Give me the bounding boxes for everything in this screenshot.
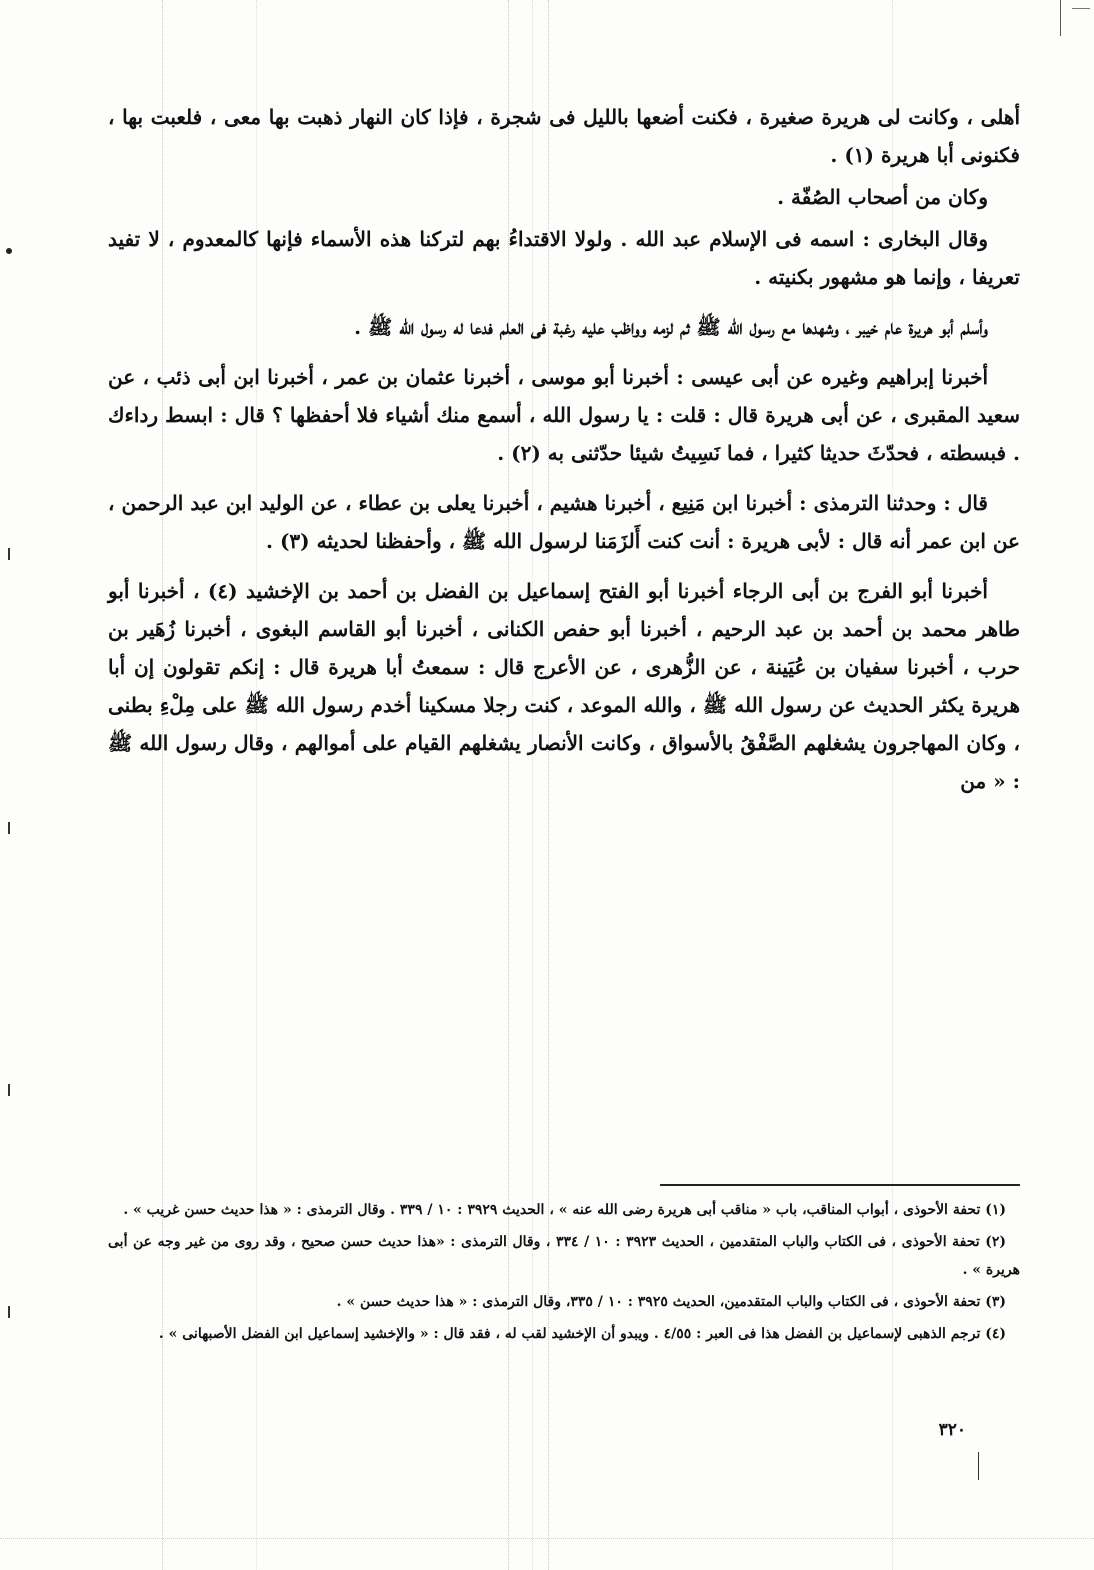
scan-corner-mark [1060,0,1061,36]
scan-speck [6,248,12,254]
footnote-separator [660,1184,1020,1186]
paragraph: أخبرنا أبو الفرج بن أبى الرجاء أخبرنا أبو الفتح إسماعيل بن الفضل بن أحمد بن الإخشيد (٤) ، أخبرنا أبو طاهر محمد بن أحمد بن عبد الرحيم ، أخبرنا أبو حفص الكنانى ، أخبرنا أبو القاسم البغوى ، أخبرنا زُهَير بن حرب ، أخبرنا سفيان بن عُيَينة ، عن الزُّهرى ، عن الأعرج قال : سمعتُ أبا هريرة قال : إنكم تقولون إن أبا هريرة يكثر الحديث عن رسول الله ﷺ ، والله الموعد ، كنت رجلا مسكينا أخدم رسول الله ﷺ على مِلْءِ بطنى ، وكان المهاجرون يشغلهم الصَّفْقُ بالأسواق ، وكانت الأنصار يشغلهم القيام على أموالهم ، وقال رسول الله ﷺ : « من [108,579,1020,793]
scan-speck [978,1452,979,1480]
scan-speck [8,1306,10,1318]
paragraph: أخبرنا إبراهيم وغيره عن أبى عيسى : أخبرنا أبو موسى ، أخبرنا عثمان بن عمر ، أخبرنا ابن أبى ذئب ، عن سعيد المقبرى ، عن أبى هريرة قال : قلت : يا رسول الله ، أسمع منك أشياء فلا أحفظها ؟ قال : ابسط رداءك . فبسطته ، فحدّثَ حديثا كثيرا ، فما نَسِيتُ شيئا حدّثنى به (٢) . [108,365,1020,465]
paragraph: وكان من أصحاب الصُفّة . [777,185,988,209]
scan-speck [8,822,10,834]
paragraph: أهلى ، وكانت لى هريرة صغيرة ، فكنت أضعها بالليل فى شجرة ، فإذا كان النهار ذهبت بها معى ، فلعبت بها ، فكنونى أبا هريرة (١) . [108,105,1020,167]
page-number: ٣٢٠ [938,1420,966,1440]
paragraph: وقال البخارى : اسمه فى الإسلام عبد الله . ولولا الاقتداءُ بهم لتركنا هذه الأسماء فإنها كالمعدوم ، لا تفيد تعريفا ، وإنما هو مشهور بكنيته . [108,227,1020,289]
scan-speck [8,548,10,560]
paragraph: وأسلم أبو هريرة عام خيبر ، وشهدها مع رسول الله ﷺ ثم لزمه وواظب عليه رغبة فى العلم فدعا له رسول الله ﷺ . [354,315,988,339]
footnote: (٣) تحفة الأحوذى ، فى الكتاب والباب المتقدمين، الحديث ٣٩٢٥ : ١٠ / ٣٣٥، وقال الترمذى : « هذا حديث حسن » . [336,1294,1006,1310]
main-text-block [108,98,1020,812]
scan-corner-mark [1072,8,1090,9]
paragraph: قال : وحدثنا الترمذى : أخبرنا ابن مَنِيع ، أخبرنا هشيم ، أخبرنا يعلى بن عطاء ، عن الوليد ابن عبد الرحمن ، عن ابن عمر أنه قال : لأبى هريرة : أنت كنت أَلزَمَنا لرسول الله ﷺ ، وأحفظنا لحديثه (٣) . [108,491,1020,553]
footnote: (١) تحفة الأحوذى ، أبواب المناقب، باب « مناقب أبى هريرة رضى الله عنه » ، الحديث ٣٩٢٩ : ١٠ / ٣٣٩ . وقال الترمذى : « هذا حديث حسن غريب » . [123,1202,1006,1218]
footnote: (٤) ترجم الذهبى لإسماعيل بن الفضل هذا فى العبر : ٤/٥٥ . ويبدو أن الإخشيد لقب له ، فقد قال : « والإخشيد إسماعيل ابن الفضل الأصبهانى » . [158,1326,1006,1342]
scan-speck [8,1084,10,1096]
footnotes-block [108,1196,1020,1352]
scan-line [0,1538,1094,1539]
footnote: (٢) تحفة الأحوذى ، فى الكتاب والباب المتقدمين ، الحديث ٣٩٢٣ : ١٠ / ٣٣٤ ، وقال الترمذى : «هذا حديث حسن صحيح ، وقد روى من غير وجه عن أبى هريرة » . [108,1234,1020,1278]
